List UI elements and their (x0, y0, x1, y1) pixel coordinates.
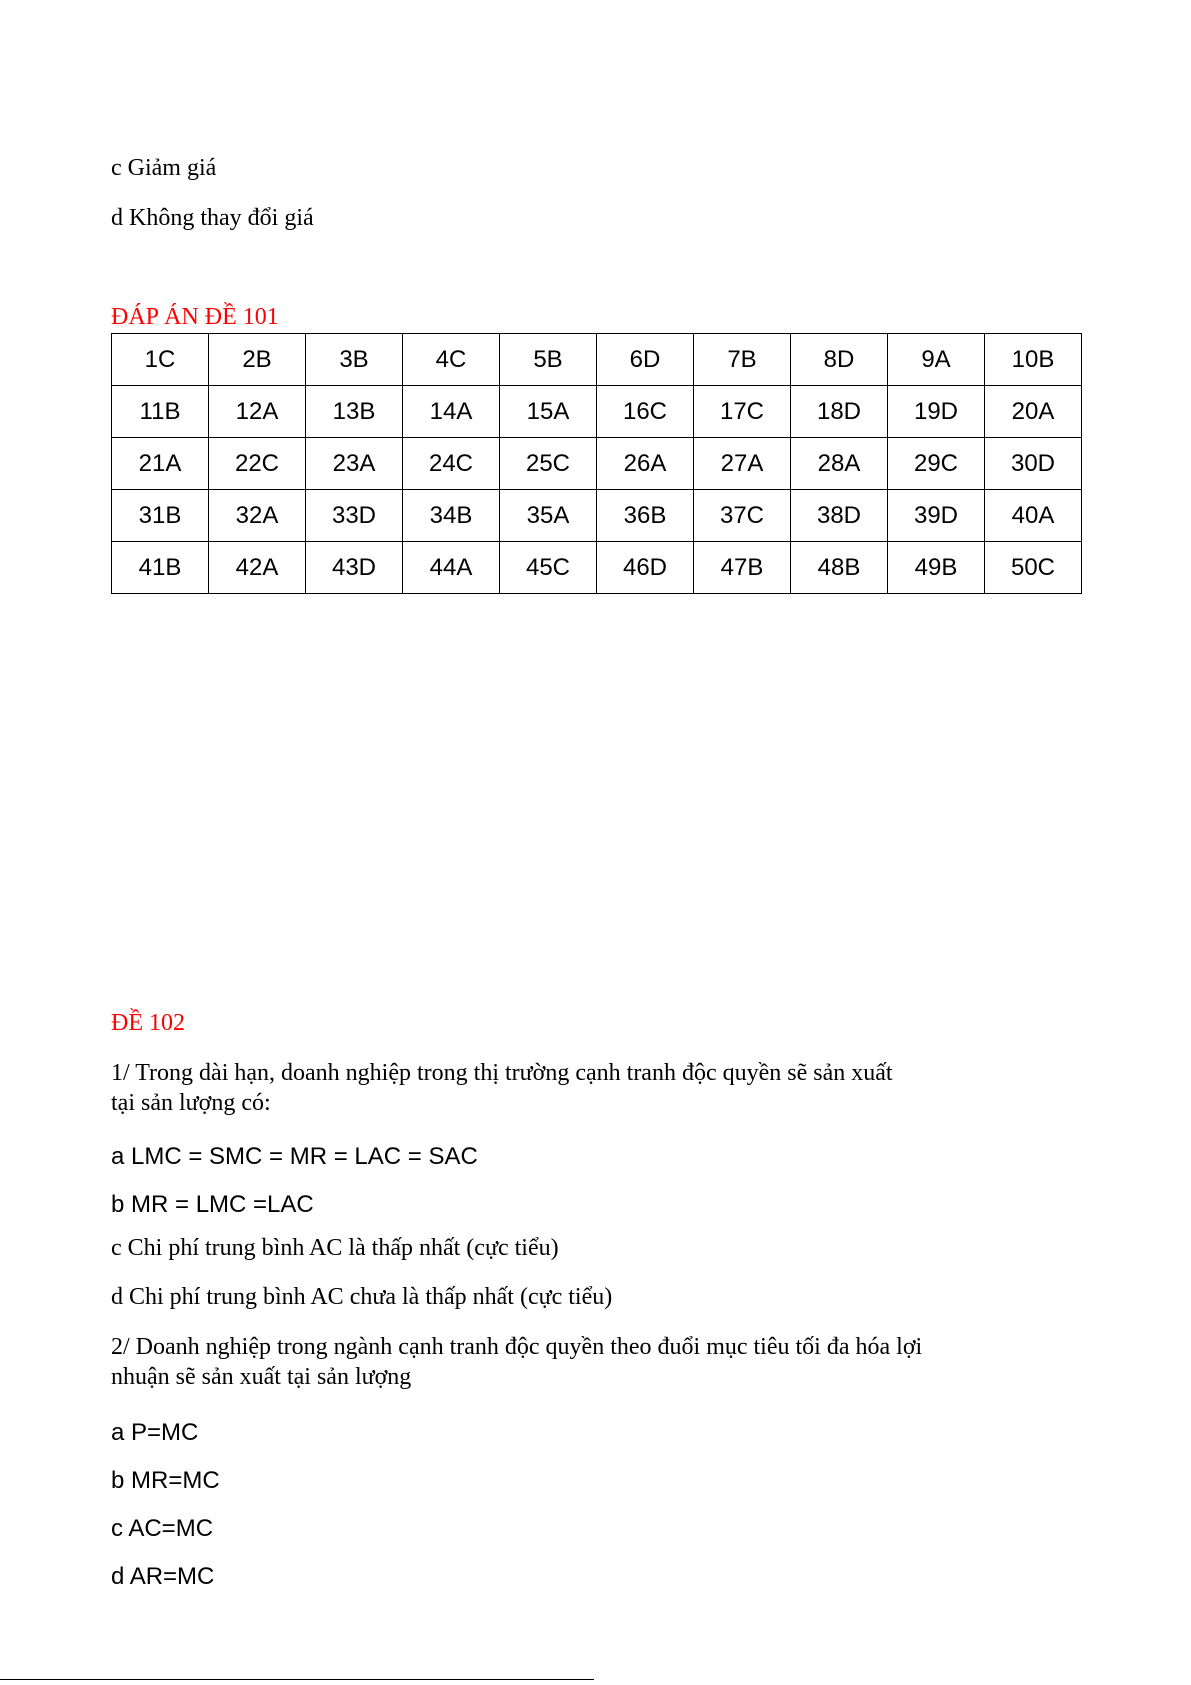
answer-key-cell: 2B (209, 334, 306, 386)
footer-rule (0, 1679, 594, 1680)
q1-option-a: a LMC = SMC = MR = LAC = SAC (111, 1143, 478, 1170)
answer-key-cell: 45C (500, 542, 597, 594)
answer-key-cell: 14A (403, 386, 500, 438)
answer-key-cell: 29C (888, 438, 985, 490)
answer-key-cell: 35A (500, 490, 597, 542)
answer-key-cell: 11B (112, 386, 209, 438)
answer-key-cell: 32A (209, 490, 306, 542)
q1-option-d: d Chi phí trung bình AC chưa là thấp nhất (cực tiểu) (111, 1284, 613, 1310)
exam-title: ĐỀ 102 (111, 1010, 185, 1036)
answer-key-cell: 43D (306, 542, 403, 594)
answer-key-cell: 25C (500, 438, 597, 490)
q1-stem-line-2: tại sản lượng có: (111, 1090, 271, 1116)
answer-key-cell: 31B (112, 490, 209, 542)
answer-key-row (112, 386, 1082, 438)
answer-key-cell: 34B (403, 490, 500, 542)
answer-key-cell: 13B (306, 386, 403, 438)
answer-key-cell: 24C (403, 438, 500, 490)
answer-key-title: ĐÁP ÁN ĐỀ 101 (111, 304, 279, 330)
answer-key-cell: 18D (791, 386, 888, 438)
answer-key-cell: 8D (791, 334, 888, 386)
answer-key-table (111, 333, 1082, 594)
answer-key-cell: 23A (306, 438, 403, 490)
answer-key-cell: 27A (694, 438, 791, 490)
q2-option-a: a P=MC (111, 1419, 199, 1446)
answer-key-cell: 19D (888, 386, 985, 438)
prev-option-c: c Giảm giá (111, 155, 217, 181)
answer-key-cell: 10B (985, 334, 1082, 386)
answer-key-row (112, 334, 1082, 386)
answer-key-cell: 12A (209, 386, 306, 438)
q2-option-c: c AC=MC (111, 1515, 214, 1542)
answer-key-cell: 39D (888, 490, 985, 542)
answer-key-cell: 21A (112, 438, 209, 490)
prev-option-d: d Không thay đổi giá (111, 205, 314, 231)
answer-key-cell: 50C (985, 542, 1082, 594)
q2-stem-line-2: nhuận sẽ sản xuất tại sản lượng (111, 1364, 412, 1390)
answer-key-cell: 47B (694, 542, 791, 594)
answer-key-cell: 1C (112, 334, 209, 386)
answer-key-cell: 16C (597, 386, 694, 438)
answer-key-cell: 17C (694, 386, 791, 438)
answer-key-cell: 37C (694, 490, 791, 542)
answer-key-cell: 3B (306, 334, 403, 386)
answer-key-cell: 44A (403, 542, 500, 594)
answer-key-row (112, 542, 1082, 594)
answer-key-cell: 20A (985, 386, 1082, 438)
answer-key-cell: 38D (791, 490, 888, 542)
q2-option-d: d AR=MC (111, 1563, 215, 1590)
answer-key-cell: 22C (209, 438, 306, 490)
answer-key-cell: 40A (985, 490, 1082, 542)
answer-key-cell: 5B (500, 334, 597, 386)
answer-key-cell: 9A (888, 334, 985, 386)
q2-stem-line-1: 2/ Doanh nghiệp trong ngành cạnh tranh độc quyền theo đuổi mục tiêu tối đa hóa lợi (111, 1334, 923, 1360)
answer-key-cell: 30D (985, 438, 1082, 490)
answer-key-cell: 4C (403, 334, 500, 386)
answer-key-cell: 6D (597, 334, 694, 386)
answer-key-cell: 46D (597, 542, 694, 594)
q2-option-b: b MR=MC (111, 1467, 220, 1494)
answer-key-cell: 49B (888, 542, 985, 594)
q1-stem-line-1: 1/ Trong dài hạn, doanh nghiệp trong thị trường cạnh tranh độc quyền sẽ sản xuất (111, 1060, 893, 1086)
answer-key-cell: 26A (597, 438, 694, 490)
answer-key-cell: 48B (791, 542, 888, 594)
q1-option-b: b MR = LMC =LAC (111, 1191, 314, 1218)
answer-key-cell: 28A (791, 438, 888, 490)
answer-key-cell: 33D (306, 490, 403, 542)
answer-key-cell: 41B (112, 542, 209, 594)
answer-key-cell: 42A (209, 542, 306, 594)
answer-key-cell: 36B (597, 490, 694, 542)
answer-key-cell: 7B (694, 334, 791, 386)
answer-key-row (112, 438, 1082, 490)
q1-option-c: c Chi phí trung bình AC là thấp nhất (cực tiểu) (111, 1235, 559, 1261)
answer-key-cell: 15A (500, 386, 597, 438)
answer-key-row (112, 490, 1082, 542)
